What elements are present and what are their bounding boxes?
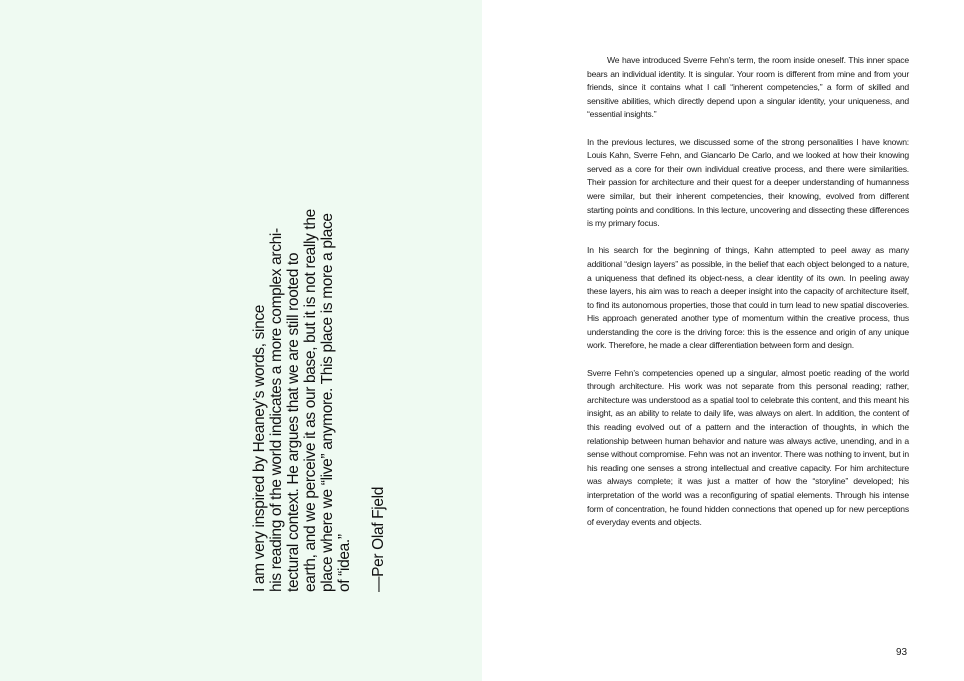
body-text — [587, 54, 909, 543]
page-number: 93 — [896, 647, 908, 658]
quote-author: —Per Olaf Fjeld — [370, 486, 387, 592]
quote-line: of “idea.” — [336, 534, 353, 592]
paragraph: In his search for the beginning of things, Kahn attempted to peel away as many additional “design layers” as possible, in the belief that each object belonged to a nature, a uniqueness that defined its object-ness, a clear identity of its own. In peeling away these layers, his aim was to reach a deeper insight into the capacity of architecture itself, to find its autonomous properties, those that could in turn lead to new spatial discoveries. His approach generated another type of momentum within the creative process, thus understanding the core is the driving force: this is the essence and origin of any unique work. Therefore, he made a clear differentiation between form and design. — [587, 245, 909, 351]
paragraph: In the previous lectures, we discussed some of the strong personalities I have known: Louis Kahn, Sverre Fehn, and Giancarlo De Carlo, and we looked at how their knowing served as a core for their own individual creative process, and there were similarities. Their passion for architecture and their quest for a deeper understanding of humanness were similar, but their inherent competencies, their knowing, evolved from different starting points and conditions. In this lecture, uncovering and dissecting these differences is my primary focus. — [587, 136, 909, 229]
right-page — [482, 0, 964, 681]
pull-quote — [251, 192, 387, 592]
quote-line: his reading of the world indicates a more complex archi- — [268, 228, 285, 592]
quote-line: place where we “live” anymore. This place is more a place — [319, 213, 336, 592]
quote-line: tectural context. He argues that we are still rooted to — [285, 252, 302, 592]
paragraph: We have introduced Sverre Fehn’s term, the room inside oneself. This inner space bears an individual identity. It is singular. Your room is different from mine and from your friends, since it contains what I call “inherent competencies,” a form of skilled and sensitive abilities, which directly depend upon a singular identity, your uniqueness, and “essential insights.” — [587, 55, 909, 120]
quote-line: I am very inspired by Heaney’s words, since — [251, 304, 268, 592]
quote-line: earth, and we perceive it as our base, but it is not really the — [302, 209, 319, 592]
paragraph: Sverre Fehn’s competencies opened up a singular, almost poetic reading of the world through architecture. His work was not separate from this personal reading; rather, architecture was understood as a spatial tool to celebrate this content, and this meant his insight, as an ability to relate to daily life, was always on alert. In addition, the content of this reading evolved out of a pattern and the interaction of thoughts, in which the relationship between human behavior and nature was always active, unending, and in a sense without compromise. Fehn was not an inventor. There was nothing to invent, but in his reading one senses a strong intellectual and creative capacity. For him architecture was always complete; it was just a matter of how the “storyline” developed; his interpretation of the world was a reconfiguring of spatial elements. Through his intense form of concentration, he found hidden connections that opened up for new perceptions of everyday events and objects. — [587, 367, 909, 528]
